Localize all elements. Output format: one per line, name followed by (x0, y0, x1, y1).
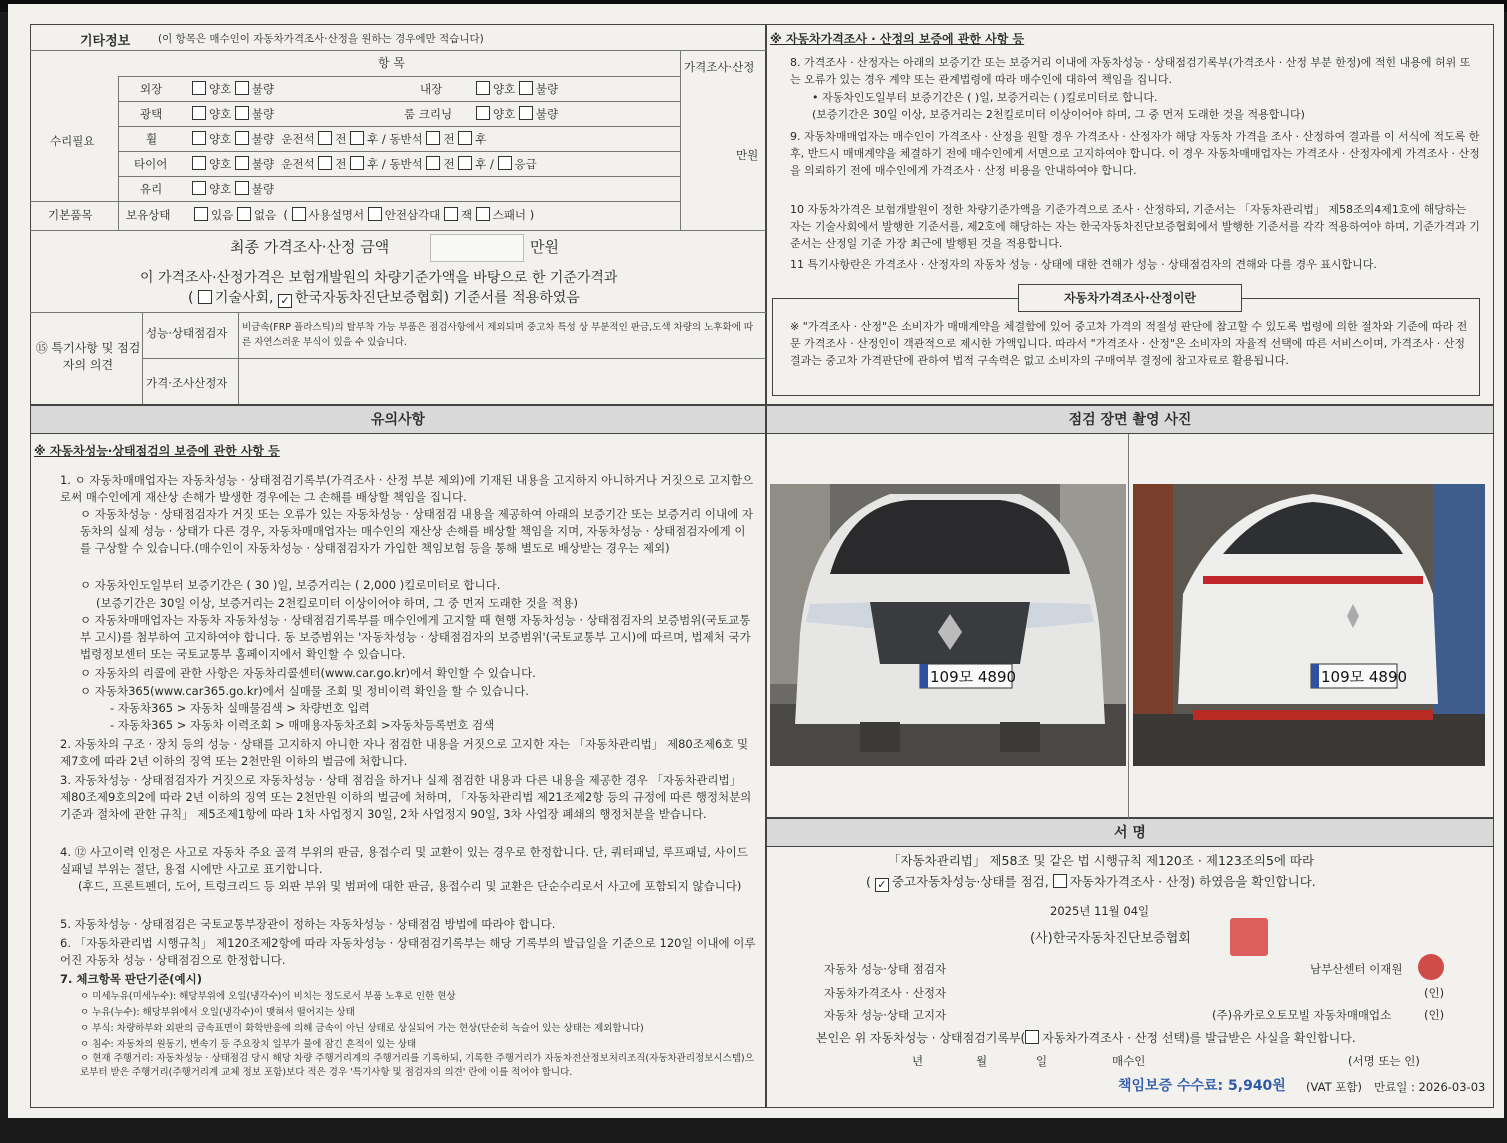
tire-emergency-checkbox[interactable] (498, 156, 512, 170)
wheel-pass-rear-checkbox[interactable] (458, 131, 472, 145)
col-item-header: 항 목 (378, 56, 405, 70)
note-1a: 1. ㅇ 자동차매매업자는 자동차성능 · 상태점검기록부(가격조사 · 산정 부분 제외)에 기재된 내용을 고지하지 아니하거나 거짓으로 고지함으로써 매수인에게 재산상 손해가 발생한 경우에는 그 손해를 배상할 책임을 집니다. (60, 473, 754, 504)
interior-good-checkbox[interactable] (476, 81, 490, 95)
note-7d: ㅇ 침수: 자동차의 원동기, 변속기 등 주요장치 일부가 물에 잠긴 흔적이 있는 상태 (80, 1039, 417, 1050)
interior-bad-checkbox[interactable] (519, 81, 533, 95)
inspector-seal (1418, 954, 1444, 980)
glass-label: 유리 (140, 182, 163, 196)
final-price-unit: 만원 (530, 238, 559, 256)
front-car-photo (770, 484, 1126, 766)
definition-text: ※ "가격조사 · 산정"은 소비자가 매매계약을 체결함에 있어 중고차 가격의 적절성 판단에 참고할 수 있도록 법령에 의한 절차와 기준에 따라 전문 가격조사 · 산정인이 객관적으로 제시한 가액입니다. 따라서 "가격조사 · 산정"은 소비자의 자율적 선택에 따른 서비스이며, 가격조사 · 산정 결과는 중고차 가격판단에 관하여 법적 구속력은 없고 소비자의 구매여부 결정에 참고자료로 활용됩니다. (790, 320, 1468, 367)
price-examiner-label: 자동차가격조사 · 산정자 (824, 986, 947, 1000)
basic-items-label: 기본품목 (48, 208, 93, 222)
check-line: ( ✓ 중고자동차성능·상태를 점검, 자동차가격조사 · 산정) 하였음을 확인합니다. (866, 874, 1316, 892)
note-1c2: (보증기간은 30일 이상, 보증거리는 2천킬로미터 이상이어야 하며, 그 중 먼저 도래한 것을 적용) (96, 596, 579, 610)
note-1e: ㅇ 자동차의 리콜에 관한 사항은 자동차리콜센터(www.car.go.kr)에서 확인할 수 있습니다. (80, 666, 536, 680)
note-7c: ㅇ 부식: 차량하부와 외판의 금속표면이 화학반응에 의해 금속이 아닌 상태로 상실되어 가는 현상(단순히 녹슬어 있는 상태는 제외합니다) (80, 1023, 644, 1034)
note-4: 4. ⑫ 사고이력 인정은 사고로 자동차 주요 골격 부위의 판금, 용접수리 및 교환이 있는 경우로 한정합니다. 단, 쿼터패널, 루프패널, 사이드실패널 부위는 절단, 용접 시에만 사고로 표기합니다. (60, 845, 748, 876)
price-won-unit: 만원 (736, 148, 759, 162)
triangle-checkbox[interactable] (368, 207, 382, 221)
basis-line-1: 이 가격조사·산정가격은 보험개발원의 차량기준가액을 바탕으로 한 기준가격과 (140, 270, 618, 286)
price-guarantee-title: ※ 자동차가격조사 · 산정의 보증에 관한 사항 등 (770, 32, 1025, 46)
wheel-bad-checkbox[interactable] (235, 131, 249, 145)
note-1f: ㅇ 자동차365(www.car365.go.kr)에서 실매물 조회 및 정비이력 확인을 할 수 있습니다. (80, 684, 529, 698)
buyer-month: 월 (976, 1054, 988, 1068)
confirm-line: 본인은 위 자동차성능 · 상태점검기록부( 자동차가격조사 · 산정 선택)를 발급받은 사실을 확인합니다. (816, 1031, 1356, 1045)
item-8-note: (보증기간은 30일 이상, 보증거리는 2천킬로미터 이상이어야 하며, 그 중 먼저 도래한 것을 적용합니다) (812, 108, 1305, 121)
room-clean-label: 룸 크리닝 (404, 107, 453, 121)
tire-good-checkbox[interactable] (192, 156, 206, 170)
misc-info-note: (이 항목은 매수인이 자동차가격조사·산정을 원하는 경우에만 적습니다) (158, 33, 484, 45)
gloss-label: 광택 (140, 107, 163, 121)
rear-plate-text: 109모 4890 (1321, 668, 1408, 686)
exterior-options: 양호 불량 (192, 81, 274, 96)
sign-date: 2025년 11월 04일 (1050, 904, 1150, 918)
price-check-checkbox[interactable] (1053, 874, 1067, 888)
buyer-label: 매수인 (1112, 1054, 1146, 1068)
interior-options: 양호 불량 (476, 81, 558, 96)
inspector-label: 자동차 성능·상태 점검자 (824, 962, 947, 976)
fee-label: 책임보증 수수료: 5,940원 (1118, 1078, 1286, 1094)
notes-header: 유의사항 (31, 406, 765, 434)
gloss-options: 양호 불량 (192, 106, 274, 121)
item-10: 10 자동차가격은 보험개발원이 정한 차량기준가액을 기준가격으로 조사 · 산정하되, 기준서는 「자동차관리법」 제58조의4제1호에 해당하는 자는 기술사회에서 발행한 기준서를, 제2호에 해당하는 자는 한국자동차진단보증협회에서 발행한 기준서를 각각 적용하여야 하며, 기준가격과 기준서는 산정일 기준 가장 최근에 발행된 것을 적용합니다. (790, 203, 1480, 250)
note-6: 6. 「자동차관리법 시행규칙」 제120조제2항에 따라 자동차성능 · 상태점검기록부는 해당 기록부의 발급일을 기준으로 120일 이내에 이루어진 자동차 성능 · 상태점검으로 한정합니다. (60, 936, 756, 967)
item-8-period: • 자동차인도일부터 보증기간은 ( )일, 보증거리는 ( )킬로미터로 합니다. (812, 91, 1158, 104)
used-car-checkbox[interactable] (875, 878, 889, 892)
note-1c: ㅇ 자동차인도일부터 보증기간은 ( 30 )일, 보증거리는 ( 2,000 )킬로미터로 합니다. (80, 578, 501, 592)
interior-label: 내장 (420, 82, 443, 96)
wheel-good-checkbox[interactable] (192, 131, 206, 145)
exterior-label: 외장 (140, 82, 163, 96)
note-4b: (후드, 프론트펜더, 도어, 트렁크리드 등 외판 부위 및 범퍼에 대한 판금, 용접수리 및 교환은 단순수리로서 사고에 포함되지 않습니다) (78, 879, 742, 893)
exterior-good-checkbox[interactable] (192, 81, 206, 95)
notifier-label: 자동차 성능·상태 고지자 (824, 1008, 947, 1022)
buyer-year: 년 (912, 1054, 924, 1068)
expiry-date: 만료일 : 2026-03-03 (1374, 1080, 1486, 1094)
price-examiner-seal: (인) (1424, 986, 1445, 1000)
wheel-driver-rear-checkbox[interactable] (350, 131, 364, 145)
front-plate-text: 109모 4890 (930, 668, 1017, 686)
owned-label: 보유상태 (126, 208, 171, 222)
final-price-field[interactable] (430, 234, 524, 262)
tire-label: 타이어 (134, 157, 168, 171)
note-7e: ㅇ 현재 주행거리: 자동차성능 · 상태점검 당시 해당 차량 주행거리계의 주행거리를 기록하되, 기록한 주행거리가 자동차전산정보처리조직(자동차관리정보시스템)으로부터 받은 주행거리(주행거리계 교체 정보 포함)보다 적은 경우 '특기사항 및 점검자의 의견' 란에 이를 적어야 합니다. (80, 1053, 754, 1078)
confirm-price-checkbox[interactable] (1025, 1030, 1039, 1044)
spanner-checkbox[interactable] (476, 207, 490, 221)
perf-inspector-label: 성능·상태점검자 (146, 326, 228, 340)
buyer-day: 일 (1036, 1054, 1048, 1068)
owned-options: 있음 없음 ( 사용설명서 안전삼각대 잭 스패너 ) (194, 207, 534, 222)
wheel-label: 휠 (146, 132, 158, 146)
notes-subtitle: ※ 자동차성능·상태점검의 보증에 관한 사항 등 (34, 444, 280, 458)
item-9: 9. 자동차매매업자는 매수인이 가격조사 · 산정을 원할 경우 가격조사 · 산정자가 해당 자동차 가격을 조사 · 산정하여 결과를 이 서식에 적도록 한 후, 반드시 매매계약을 체결하기 전에 매수인에게 서면으로 고지하여야 합니다. 이 경우 자동차매매업자는 가격조사 · 산정자에게 가격조사 · 산정을 의뢰하기 전에 매수인에게 가격조사 · 산정 비용을 안내하여야 합니다. (790, 130, 1480, 177)
photo-header: 점검 장면 촬영 사진 (767, 406, 1493, 434)
buyer-sign-field[interactable]: (서명 또는 인) (1348, 1054, 1420, 1068)
rear-car-photo (1133, 484, 1485, 766)
issuing-org: (사)한국자동차진단보증협회 (1030, 931, 1191, 946)
misc-info-title: 기타정보 (80, 34, 131, 49)
law-line: 「자동차관리법」 제58조 및 같은 법 시행규칙 제120조 · 제123조의5에 따라 (888, 853, 1315, 868)
gloss-good-checkbox[interactable] (192, 106, 206, 120)
notifier-seal: (인) (1424, 1008, 1445, 1022)
notifier-name: (주)유카로오토모빌 자동차매매업소 (1212, 1008, 1392, 1022)
note-2: 2. 자동차의 구조 · 장치 등의 성능 · 상태를 고지하지 아니한 자나 점검한 내용을 거짓으로 고지한 자는 「자동차관리법」 제80조제6호 및 제7호에 따라 2년 이하의 징역 또는 2천만원 이하의 벌금에 처합니다. (60, 737, 749, 768)
note-3: 3. 자동차성능 · 상태점검자가 거짓으로 자동차성능 · 상태 점검을 하거나 실제 점검한 내용과 다른 내용을 제공한 경우 「자동차관리법」 제80조제9호의2에 따라 2년 이하의 징역 또는 2천만원 이하의 벌금에 처하며, 「자동차관리법 제21조제2항 등의 규정에 따른 행정처분의 기준과 절차에 관한 규칙」 제5조제1항에 따라 1차 사업정지 30일, 2차 사업정지 90일, 3차 사업장 폐쇄의 행정처분을 받습니다. (60, 773, 752, 821)
room-clean-good-checkbox[interactable] (476, 106, 490, 120)
room-clean-options: 양호 불량 (476, 106, 558, 121)
note-1d: ㅇ 자동차매매업자는 자동차 자동차성능 · 상태점검기록부를 매수인에게 고지할 때 현행 자동차성능 · 상태점검자의 보증범위(국토교통부 고시)를 첨부하여 고지하여야 합니다. 동 보증범위는 '자동차성능 · 상태점검자의 보증범위'(국토교통부 고시)에 따르며, 법제처 국가법령정보센터 또는 국토교통부 홈페이지에서 확인할 수 있습니다. (80, 613, 751, 661)
repair-needed-label: 수리필요 (50, 134, 95, 148)
wheel-pass-front-checkbox[interactable] (426, 131, 440, 145)
org-stamp-seal (1230, 918, 1268, 956)
tire-options: 양호 불량 운전석 전 후 / 동반석 전 후 / 응급 (192, 156, 537, 171)
note-1h: - 자동차365 > 자동차 이력조회 > 매매용자동차조회 >자동차등록번호 검색 (110, 718, 495, 732)
wheel-options: 양호 불량 운전석 전 후 / 동반석 전 후 (192, 131, 486, 146)
final-price-label: 최종 가격조사·산정 금액 (230, 238, 390, 256)
price-inspector-label: 가격·조사산정자 (146, 376, 228, 390)
tech-society-checkbox[interactable] (198, 290, 212, 304)
tire-driver-rear-checkbox[interactable] (350, 156, 364, 170)
note-7: 7. 체크항목 판단기준(예시) (60, 972, 202, 986)
item-8: 8. 가격조사 · 산정자는 아래의 보증기간 또는 보증거리 이내에 자동차성능 · 상태점검기록부(가격조사 · 산정 부분 한정)에 적힌 내용에 허위 또는 오류가 있는 경우 계약 또는 관계법령에 따라 매수인에 대하여 책임을 집니다. (790, 56, 1471, 86)
tire-bad-checkbox[interactable] (235, 156, 249, 170)
inspector-name: 남부산센터 이재원 (1310, 962, 1403, 976)
vat-note: (VAT 포함) (1306, 1080, 1362, 1094)
tire-pass-front-checkbox[interactable] (426, 156, 440, 170)
note-1b: ㅇ 자동차성능 · 상태점검자가 거짓 또는 오류가 있는 자동차성능 · 상태점검 내용을 제공하여 아래의 보증기간 또는 보증거리 이내에 자동차의 실제 성능 · 상태가 다른 경우, 자동차매매업자는 매수인의 재산상 손해를 배상할 책임을 지며, 자동차성능 · 상태점검자에게 이를 구상할 수 있습니다.(매수인이 자동차성능 · 상태점검자가 가입한 책임보험 등을 통해 별도로 배상받는 경우는 제외) (80, 507, 753, 555)
note-7a: ㅇ 미세누유(미세누수): 해당부위에 오일(냉각수)이 비치는 정도로서 부품 노후로 인한 현상 (80, 991, 456, 1002)
tire-pass-rear-checkbox[interactable] (458, 156, 472, 170)
owned-has-checkbox[interactable] (194, 207, 208, 221)
special-notes-label: ⑮ 특기사항 및 점검자의 의견 (35, 341, 141, 372)
definition-title: 자동차가격조사·산정이란 (1018, 284, 1242, 312)
glass-good-checkbox[interactable] (192, 181, 206, 195)
col-price-header: 가격조사·산정 (684, 60, 755, 74)
tire-driver-front-checkbox[interactable] (318, 156, 332, 170)
note-5: 5. 자동차성능 · 상태점검은 국토교통부장관이 정하는 자동차성능 · 상태점검 방법에 따라야 합니다. (60, 917, 556, 931)
jack-checkbox[interactable] (444, 207, 458, 221)
kadia-checkbox[interactable] (278, 294, 292, 308)
exterior-bad-checkbox[interactable] (235, 81, 249, 95)
room-clean-bad-checkbox[interactable] (519, 106, 533, 120)
note-1g: - 자동차365 > 자동차 실매물검색 > 차량번호 입력 (110, 701, 370, 715)
note-7b: ㅇ 누유(누수): 해당부위에서 오일(냉각수)이 맺혀서 떨어지는 상태 (80, 1007, 355, 1018)
glass-options: 양호 불량 (192, 181, 274, 196)
owned-none-checkbox[interactable] (237, 207, 251, 221)
manual-checkbox[interactable] (292, 207, 306, 221)
item-11: 11 특기사항란은 가격조사 · 산정자의 자동차 성능 · 상태에 대한 견해가 성능 · 상태점검자의 견해와 다를 경우 표시합니다. (790, 258, 1377, 271)
gloss-bad-checkbox[interactable] (235, 106, 249, 120)
signature-header: 서 명 (767, 819, 1493, 847)
basis-line-2: ( 기술사회, ✓ 한국자동차진단보증협회) 기준서를 적용하였음 (188, 290, 580, 308)
glass-bad-checkbox[interactable] (235, 181, 249, 195)
perf-inspector-opinion: 비금속(FRP 플라스틱)의 탈부착 가능 부품은 점검사항에서 제외되며 중고차 특성 상 부분적인 판금,도색 차량의 노후화에 따른 자연스러운 부식이 있을 수 있습니다. (242, 322, 754, 348)
wheel-driver-front-checkbox[interactable] (318, 131, 332, 145)
